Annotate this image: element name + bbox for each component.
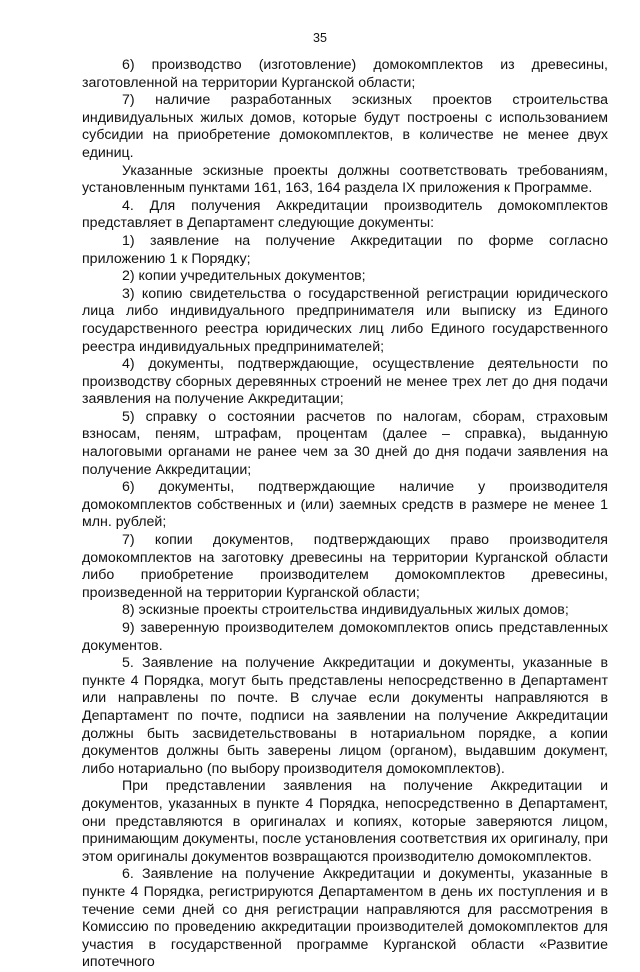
paragraph-item-7: 7) наличие разработанных эскизных проектов строительства индивидуальных жилых домов, которые будут построены с использованием субсидии на приобретение домокомплектов, в количестве не менее двух единиц.: [82, 92, 608, 161]
paragraph-doc-5: 5) справку о состоянии расчетов по налогам, сборам, страховым взносам, пеням, штрафам, процентам (далее – справка), выданную налоговыми органами не ранее чем за 30 дней до дня подачи заявления на получение Аккредитации;: [82, 408, 608, 478]
paragraph-section-5: 5. Заявление на получение Аккредитации и документы, указанные в пункте 4 Порядка, могут быть представлены непосредственно в Департамент или направлены по почте. В случае если документы направляются в Департамент по почте, подписи на заявлении на получение Аккредитации должны быть засвидетельствованы в нотариальном порядке, а копии документов должны быть заверены лицом (органом), выдавшим документ, либо нотариально (по выбору производителя домокомплектов).: [82, 655, 608, 777]
paragraph-direct-submission: При представлении заявления на получение Аккредитации и документов, указанных в пункте 4 Порядка, непосредственно в Департамент, они представляются в оригиналах и копиях, которые заверяются лицом, принимающим документы, после установления соответствия их оригиналу, при этом оригиналы документов возвращаются производителю домокомплектов.: [82, 778, 608, 865]
paragraph-doc-1: 1) заявление на получение Аккредитации по форме согласно приложению 1 к Порядку;: [82, 232, 608, 267]
paragraph-doc-6: 6) документы, подтверждающие наличие у производителя домокомплектов собственных и (или) заемных средств в размере не менее 1 млн. рублей;: [82, 479, 608, 531]
document-body: [82, 57, 608, 972]
paragraph-doc-8: 8) эскизные проекты строительства индивидуальных жилых домов;: [122, 602, 569, 619]
paragraph-item-6: 6) производство (изготовление) домокомплектов из древесины, заготовленной на территории Курганской области;: [82, 57, 608, 91]
paragraph-doc-7: 7) копии документов, подтверждающих право производителя домокомплектов на заготовку древесины на территории Курганской области либо приобретение производителем домокомплектов древесины, произведенной на территории Курганской области;: [82, 532, 608, 601]
paragraph-section-4: 4. Для получения Аккредитации производитель домокомплектов представляет в Департамент следующие документы:: [82, 197, 608, 232]
paragraph-doc-2: 2) копии учредительных документов;: [122, 268, 366, 285]
paragraph-doc-9: 9) заверенную производителем домокомплектов опись представленных документов.: [82, 620, 608, 654]
paragraph-doc-4: 4) документы, подтверждающие, осуществление деятельности по производству сборных деревянных строений не менее трех лет до дня подачи заявления на получение Аккредитации;: [82, 356, 608, 408]
paragraph-section-6: 6. Заявление на получение Аккредитации и документы, указанные в пункте 4 Порядка, регистрируются Департаментом в день их поступления и в течение семи дней со дня регистрации направляются для рассмотрения в Комиссию по проведению аккредитации производителей домокомплектов для участия в государственной программе Курганской области «Развитие ипотечного: [82, 866, 608, 971]
paragraph-doc-3: 3) копию свидетельства о государственной регистрации юридического лица либо индивидуального предпринимателя или выписку из Единого государственного реестра юридических лиц либо Единого государственного реестра индивидуальных предпринимателей;: [82, 285, 608, 355]
paragraph-sketch-projects: Указанные эскизные проекты должны соответствовать требованиям, установленным пунктами 161, 163, 164 раздела IX приложения к Программе.: [82, 162, 608, 197]
page-number: 35: [313, 31, 327, 45]
